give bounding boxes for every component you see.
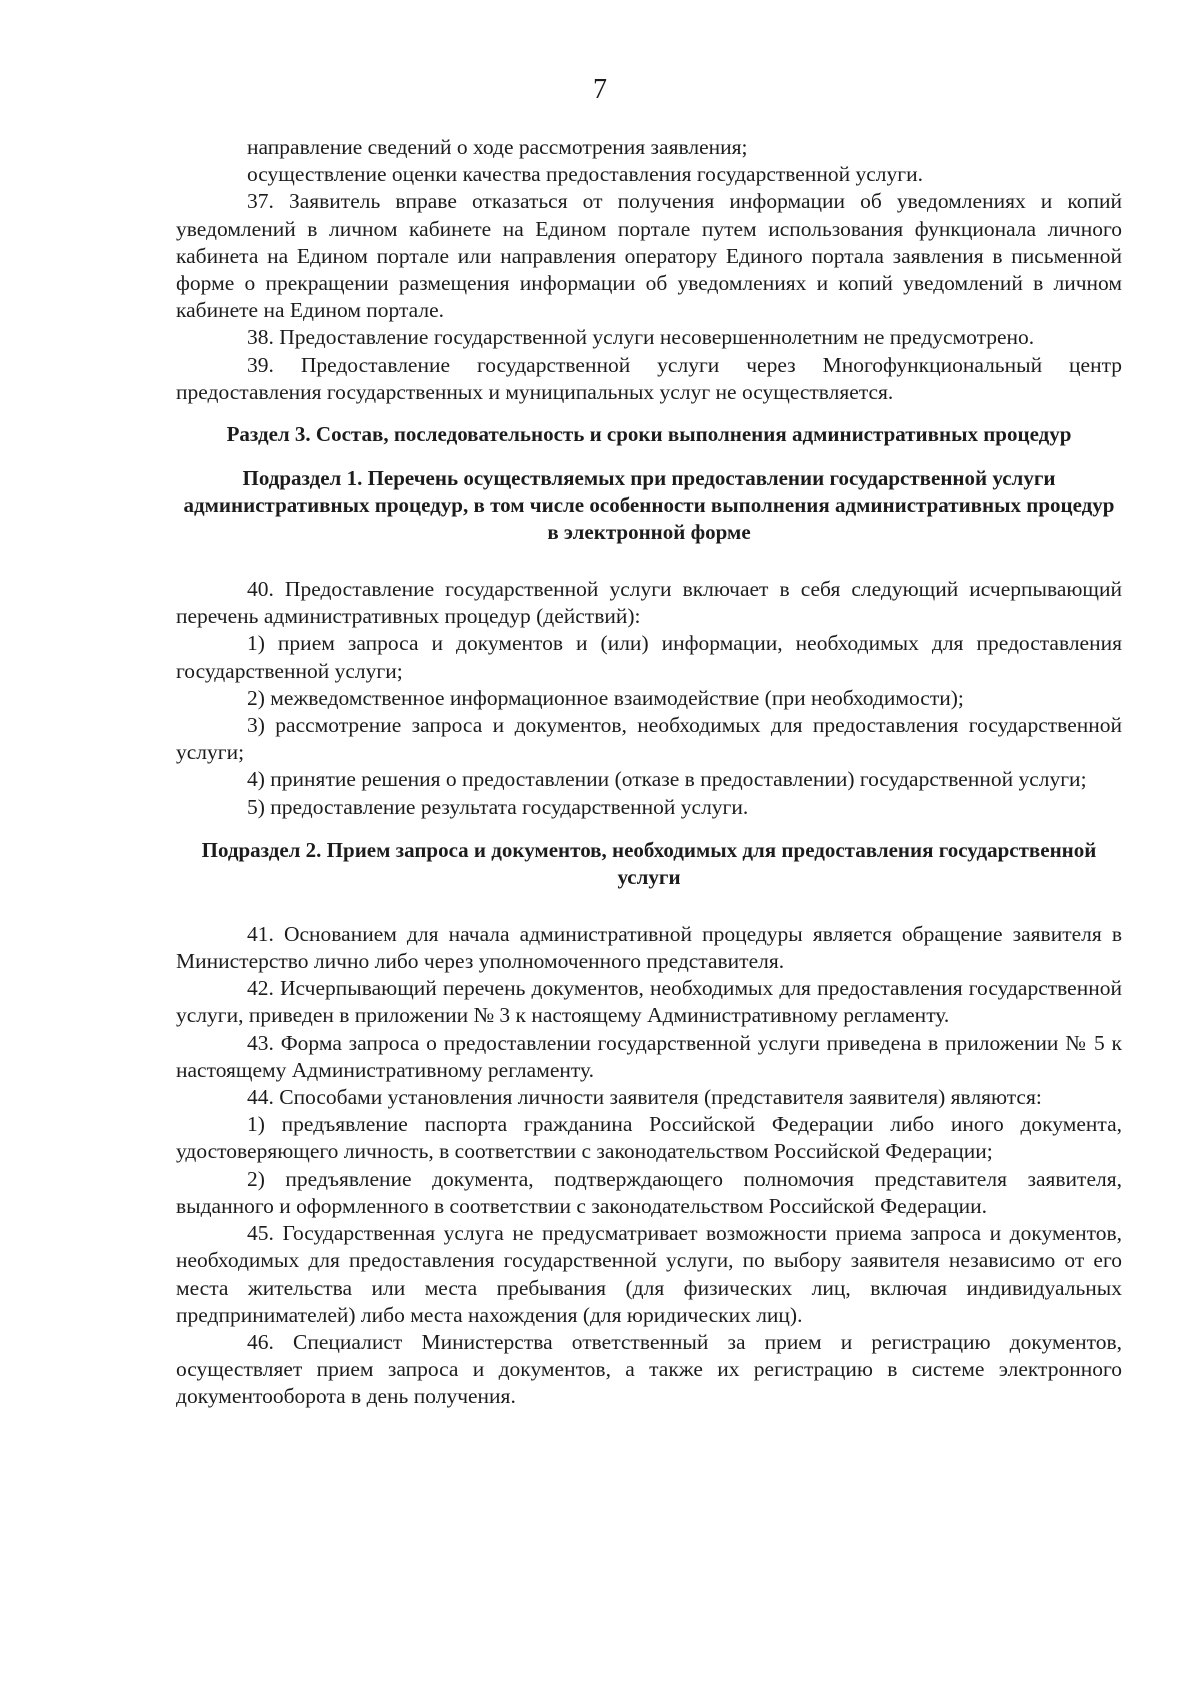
- paragraph-45: 45. Государственная услуга не предусматривает возможности приема запроса и документов, необходимых для предоставления государственной услуги, по выбору заявителя независимо от его места жительства или места пребывания (для физических лиц, включая индивидуальных предпринимателей) либо места нахождения (для юридических лиц).: [176, 1221, 1122, 1327]
- paragraph: осуществление оценки качества предоставления государственной услуги.: [247, 162, 923, 187]
- page-number: 7: [593, 74, 607, 105]
- list-item: 2) межведомственное информационное взаимодействие (при необходимости);: [247, 685, 964, 710]
- paragraph-39: 39. Предоставление государственной услуги через Многофункциональный центр предоставления государственных и муниципальных услуг не осуществляется.: [176, 352, 1122, 404]
- paragraph-40: 40. Предоставление государственной услуги включает в себя следующий исчерпывающий перечень административных процедур (действий):: [176, 577, 1122, 629]
- paragraph-38: 38. Предоставление государственной услуги несовершеннолетним не предусмотрено.: [247, 325, 1035, 350]
- paragraph-block-1: [176, 134, 1122, 406]
- list-item: 1) прием запроса и документов и (или) информации, необходимых для предоставления государственной услуги;: [176, 631, 1122, 683]
- paragraph: направление сведений о ходе рассмотрения заявления;: [247, 135, 748, 159]
- list-item: 3) рассмотрение запроса и документов, необходимых для предоставления государственной услуги;: [176, 713, 1122, 765]
- paragraph-41: 41. Основанием для начала административной процедуры является обращение заявителя в Министерство лично либо через уполномоченного представителя.: [176, 921, 1122, 974]
- paragraph-block-2: [176, 576, 1122, 821]
- subsection-1-heading: Подраздел 1. Перечень осуществляемых при предоставлении государственной услуги административных процедур, в том числе особенности выполнения административных процедур в электронной форме: [183, 466, 1115, 545]
- list-item: 1) предъявление паспорта гражданина Российской Федерации либо иного документа, удостоверяющего личность, в соответствии с законодательством Российской Федерации;: [176, 1112, 1122, 1164]
- list-item: 5) предоставление результата государственной услуги.: [247, 794, 749, 819]
- list-item: 4) принятие решения о предоставлении (отказе в предоставлении) государственной услуги;: [247, 767, 1087, 792]
- paragraph-37: 37. Заявитель вправе отказаться от получения информации об уведомлениях и копий уведомлений в личном кабинете на Едином портале путем использования функционала личного кабинета на Едином портале или направления оператору Единого портала заявления в письменной форме о прекращении размещения информации об уведомлениях и копий уведомлений в личном кабинете на Едином портале.: [176, 189, 1122, 323]
- paragraph-46: 46. Специалист Министерства ответственный за прием и регистрацию документов, осуществляет прием запроса и документов, а также их регистрацию в системе электронного документооборота в день получения.: [176, 1329, 1122, 1409]
- section-3-heading: Раздел 3. Состав, последовательность и сроки выполнения административных процедур: [226, 422, 1072, 447]
- document-body: [176, 134, 1122, 1411]
- paragraph-44: 44. Способами установления личности заявителя (представителя заявителя) являются:: [247, 1085, 1042, 1110]
- paragraph-block-3: [176, 921, 1122, 1411]
- paragraph-42: 42. Исчерпывающий перечень документов, необходимых для предоставления государственной услуги, приведен в приложении № 3 к настоящему Административному регламенту.: [176, 976, 1122, 1028]
- list-item: 2) предъявление документа, подтверждающего полномочия представителя заявителя, выданного и оформленного в соответствии с законодательством Российской Федерации.: [176, 1166, 1122, 1218]
- subsection-2-heading: Подраздел 2. Прием запроса и документов, необходимых для предоставления государственной услуги: [201, 837, 1097, 889]
- paragraph-43: 43. Форма запроса о предоставлении государственной услуги приведена в приложении № 5 к настоящему Административному регламенту.: [176, 1030, 1122, 1082]
